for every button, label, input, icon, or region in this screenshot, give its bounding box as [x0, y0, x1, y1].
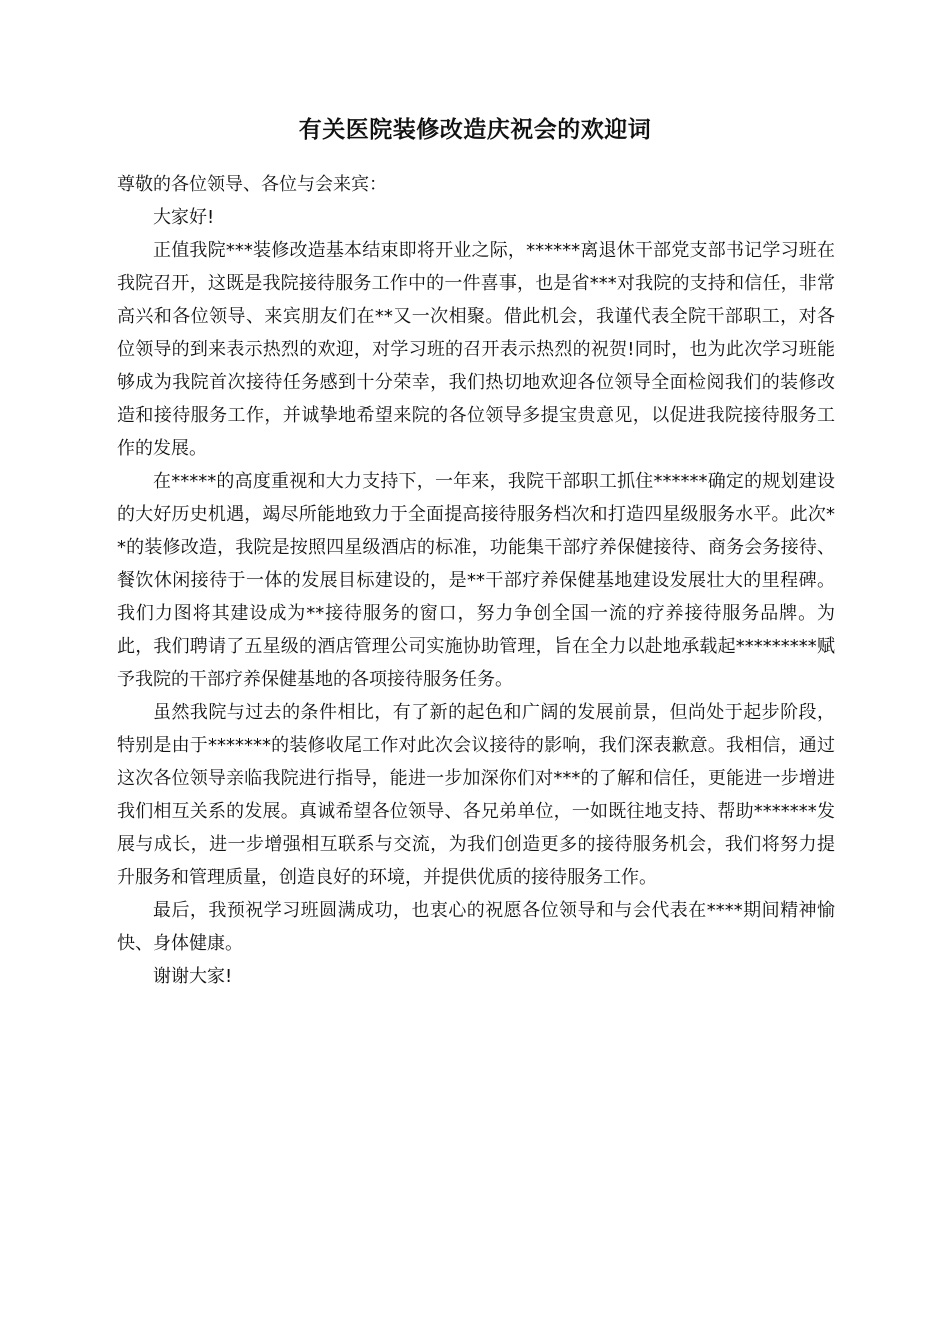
document-body: [117, 168, 835, 993]
document-title: 有关医院装修改造庆祝会的欢迎词: [298, 117, 652, 143]
salutation: 尊敬的各位领导、各位与会来宾：: [117, 174, 387, 195]
body-paragraph-1: 正值我院***装修改造基本结束即将开业之际，******离退休干部党支部书记学习班在我院召开，这既是我院接待服务工作中的一件喜事，也是省***对我院的支持和信任，非常高兴和各位领导、来宾朋友们在**又一次相聚。借此机会，我谨代表全院干部职工，对各位领导的到来表示热烈的欢迎，对学习班的召开表示热烈的祝贺!同时，也为此次学习班能够成为我院首次接待任务感到十分荣幸，我们热切地欢迎各位领导全面检阅我们的装修改造和接待服务工作，并诚挚地希望来院的各位领导多提宝贵意见，以促进我院接待服务工作的发展。: [117, 240, 835, 459]
body-paragraph-4: 最后，我预祝学习班圆满成功，也衷心的祝愿各位领导和与会代表在****期间精神愉快、身体健康。: [117, 900, 835, 954]
greeting: 大家好!: [153, 207, 215, 228]
body-paragraph-3: 虽然我院与过去的条件相比，有了新的起色和广阔的发展前景，但尚处于起步阶段，特别是由于*******的装修收尾工作对此次会议接待的影响，我们深表歉意。我相信，通过这次各位领导亲临我院进行指导，能进一步加深你们对***的了解和信任，更能进一步增进我们相互关系的发展。真诚希望各位领导、各兄弟单位，一如既往地支持、帮助*******发展与成长，进一步增强相互联系与交流，为我们创造更多的接待服务机会，我们将努力提升服务和管理质量，创造良好的环境，并提供优质的接待服务工作。: [117, 702, 835, 888]
body-paragraph-2: 在*****的高度重视和大力支持下，一年来，我院干部职工抓住******确定的规划建设的大好历史机遇，竭尽所能地致力于全面提高接待服务档次和打造四星级服务水平。此次**的装修改造，我院是按照四星级酒店的标准，功能集干部疗养保健接待、商务会务接待、餐饮休闲接待于一体的发展目标建设的，是**干部疗养保健基地建设发展壮大的里程碑。我们力图将其建设成为**接待服务的窗口，努力争创全国一流的疗养接待服务品牌。为此，我们聘请了五星级的酒店管理公司实施协助管理，旨在全力以赴地承载起*********赋予我院的干部疗养保健基地的各项接待服务任务。: [117, 471, 835, 690]
closing: 谢谢大家!: [153, 966, 233, 987]
